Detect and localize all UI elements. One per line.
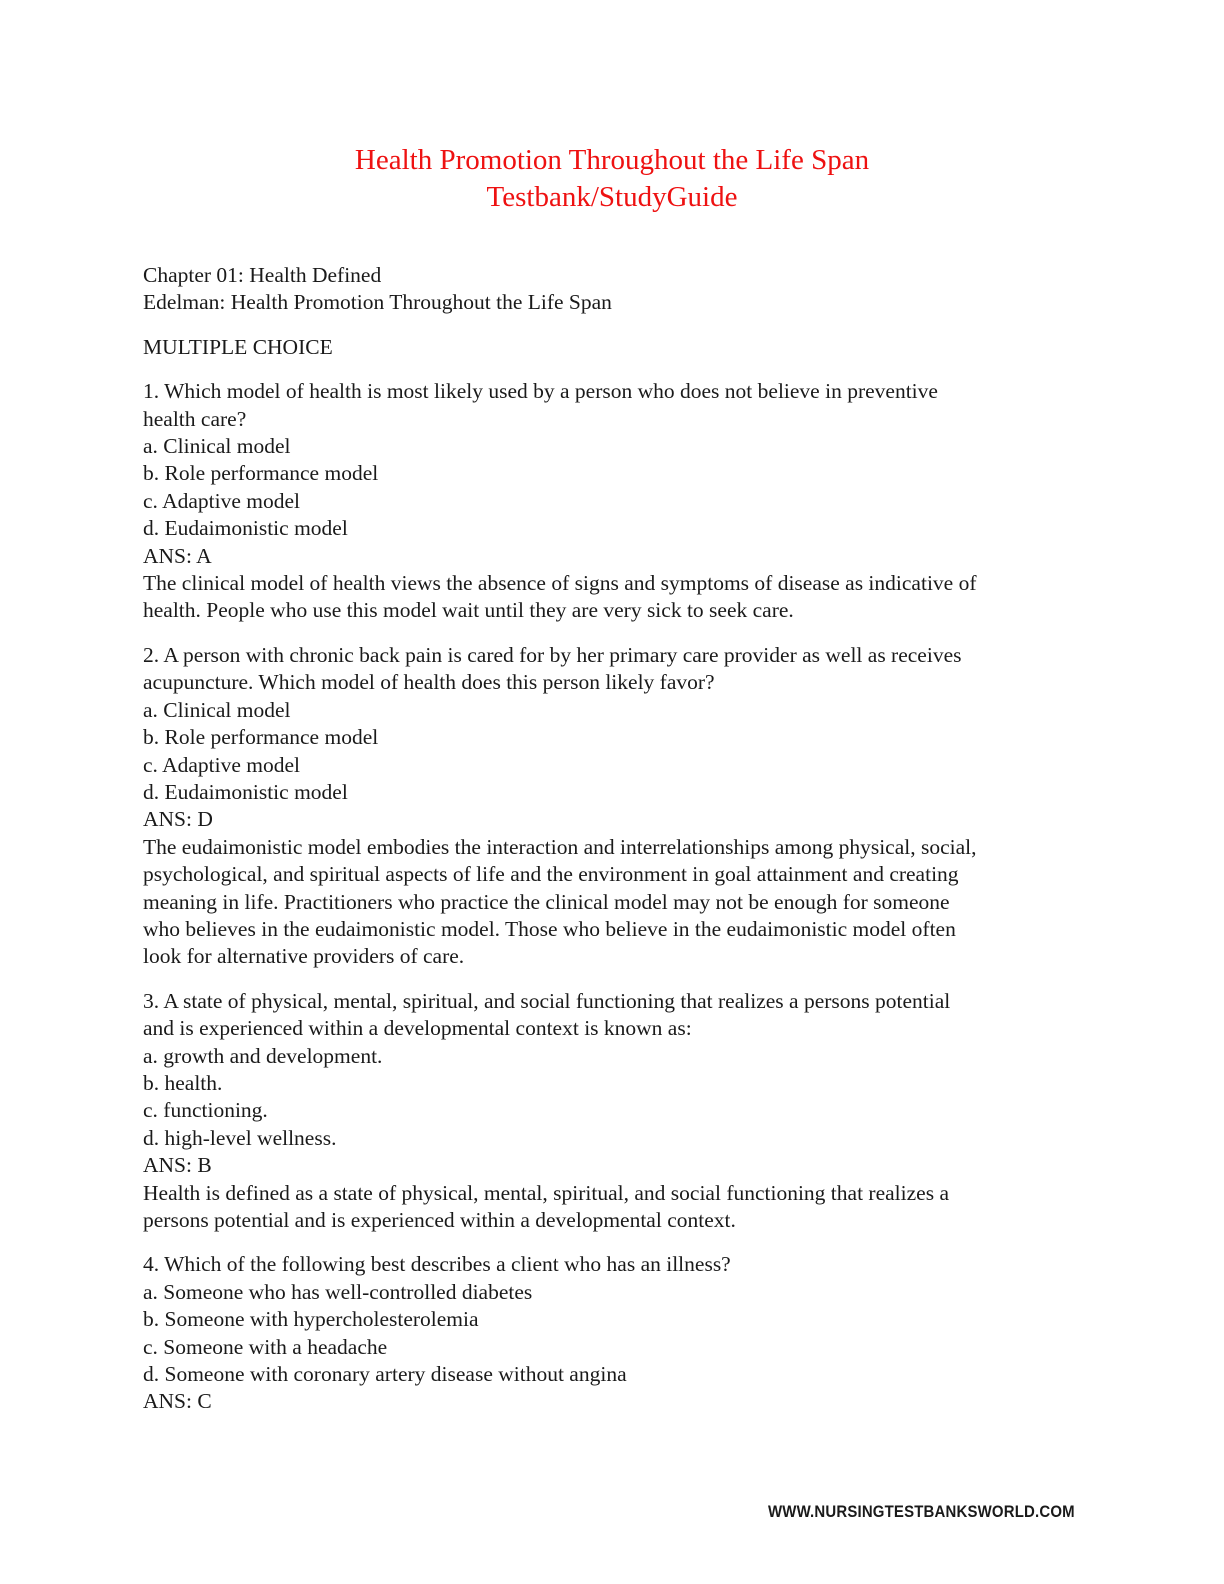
rationale-text: health. People who use this model wait until they are very sick to seek care. bbox=[143, 598, 794, 623]
question-block bbox=[143, 378, 1083, 625]
answer-option: b. Someone with hypercholesterolemia bbox=[143, 1307, 479, 1332]
question-block bbox=[143, 642, 1083, 971]
answer-option: a. Someone who has well-controlled diabetes bbox=[143, 1279, 533, 1304]
question-stem: 1. Which model of health is most likely used by a person who does not believe in preventive bbox=[143, 379, 938, 404]
question-stem: health care? bbox=[143, 406, 247, 431]
answer-option: b. Role performance model bbox=[143, 725, 379, 750]
answer-option: c. functioning. bbox=[143, 1098, 268, 1123]
rationale-text: who believes in the eudaimonistic model. Those who believe in the eudaimonistic model often bbox=[143, 916, 956, 941]
answer-option: b. Role performance model bbox=[143, 461, 379, 486]
rationale-text: persons potential and is experienced within a developmental context. bbox=[143, 1208, 736, 1232]
rationale-text: meaning in life. Practitioners who practice the clinical model may not be enough for someone bbox=[143, 889, 950, 914]
title-line-1: Health Promotion Throughout the Life Span bbox=[354, 144, 870, 176]
question-stem: acupuncture. Which model of health does this person likely favor? bbox=[143, 670, 715, 695]
title-line-2: Testbank/StudyGuide bbox=[486, 181, 738, 213]
answer-option: b. health. bbox=[143, 1070, 223, 1095]
answer-option: d. Someone with coronary artery disease without angina bbox=[143, 1362, 627, 1387]
footer-website: WWW.NURSINGTESTBANKSWORLD.COM bbox=[768, 1502, 1075, 1521]
answer-option: a. Clinical model bbox=[143, 434, 291, 459]
question-stem: and is experienced within a developmental context is known as: bbox=[143, 1016, 692, 1041]
answer-option: d. Eudaimonistic model bbox=[143, 779, 348, 804]
answer-key: ANS: D bbox=[143, 807, 213, 832]
question-block bbox=[143, 1251, 1083, 1415]
answer-option: a. Clinical model bbox=[143, 697, 291, 722]
question-stem: 4. Which of the following best describes a client who has an illness? bbox=[143, 1252, 731, 1277]
question-stem: 3. A state of physical, mental, spiritual, and social functioning that realizes a persons potential bbox=[143, 988, 951, 1013]
answer-option: d. Eudaimonistic model bbox=[143, 516, 348, 541]
rationale-text: Health is defined as a state of physical, mental, spiritual, and social functioning that realizes a bbox=[143, 1180, 949, 1205]
book-line: Edelman: Health Promotion Throughout the Life Span bbox=[143, 290, 612, 315]
section-heading: MULTIPLE CHOICE bbox=[143, 334, 333, 359]
question-block bbox=[143, 988, 1083, 1235]
rationale-text: The clinical model of health views the absence of signs and symptoms of disease as indicative of bbox=[143, 571, 977, 596]
document-title bbox=[0, 142, 1224, 216]
rationale-text: psychological, and spiritual aspects of life and the environment in goal attainment and creating bbox=[143, 862, 959, 887]
answer-option: c. Adaptive model bbox=[143, 488, 301, 513]
answer-key: ANS: C bbox=[143, 1389, 212, 1414]
answer-option: c. Someone with a headache bbox=[143, 1334, 388, 1359]
answer-key: ANS: B bbox=[143, 1153, 212, 1178]
question-stem: 2. A person with chronic back pain is cared for by her primary care provider as well as receives bbox=[143, 642, 962, 667]
rationale-text: look for alternative providers of care. bbox=[143, 944, 465, 969]
answer-option: d. high-level wellness. bbox=[143, 1125, 337, 1150]
chapter-line: Chapter 01: Health Defined bbox=[143, 263, 382, 287]
answer-option: c. Adaptive model bbox=[143, 752, 301, 777]
document-body bbox=[143, 262, 1083, 1416]
answer-key: ANS: A bbox=[143, 543, 212, 568]
rationale-text: The eudaimonistic model embodies the interaction and interrelationships among physical, social, bbox=[143, 834, 977, 859]
answer-option: a. growth and development. bbox=[143, 1043, 383, 1068]
